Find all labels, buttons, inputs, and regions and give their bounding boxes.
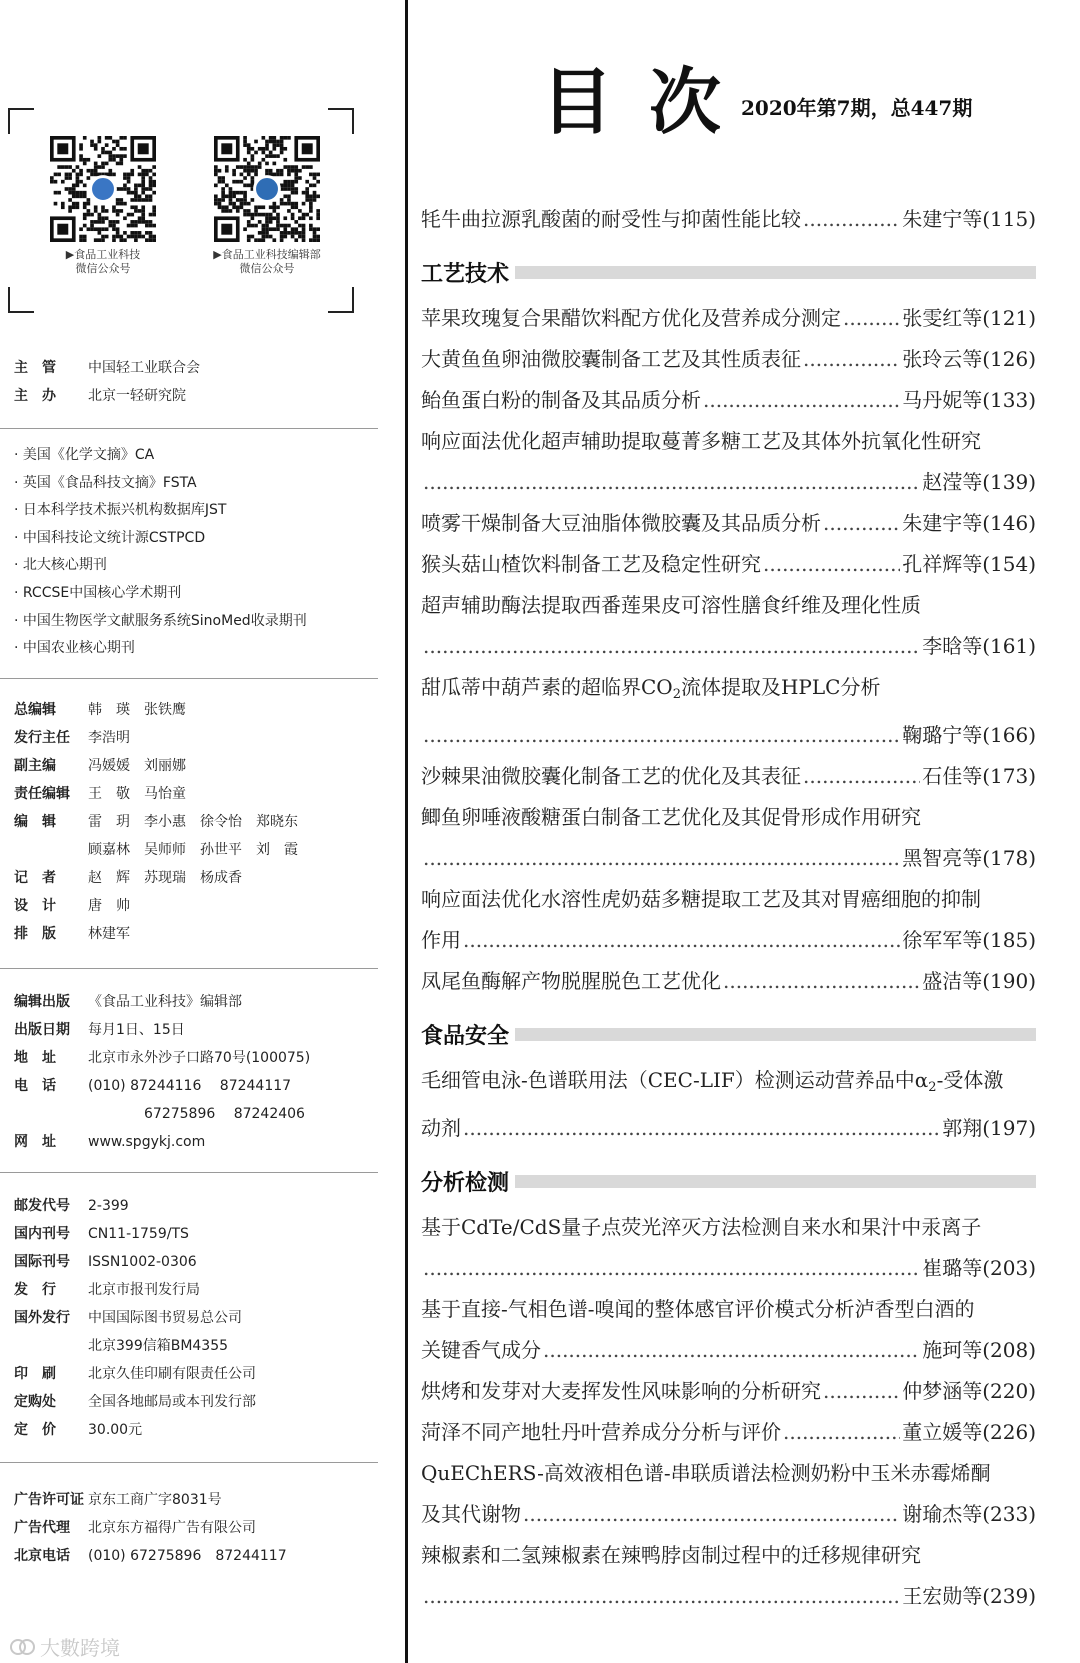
publish-row bbox=[0, 1100, 378, 1128]
section-title: 工艺技术 bbox=[421, 261, 510, 287]
entry-line bbox=[421, 1535, 1036, 1576]
distribution-row bbox=[0, 1360, 378, 1388]
field-value: 中国国际图书贸易总公司 bbox=[88, 1310, 242, 1326]
advert-row bbox=[0, 1542, 378, 1570]
entry-author-page: 马丹妮等(133) bbox=[902, 388, 1036, 412]
field-label: 排 版 bbox=[14, 926, 56, 942]
staff-row bbox=[0, 920, 378, 948]
distribution-row bbox=[0, 1416, 378, 1444]
entry-author-page: 王宏勋等(239) bbox=[902, 1584, 1036, 1608]
leader-dots bbox=[823, 1371, 900, 1412]
entry-title: 菏泽不同产地牡丹叶营养成分分析与评价 bbox=[421, 1420, 781, 1444]
entry-line bbox=[421, 838, 1036, 879]
section-heading bbox=[421, 1008, 1036, 1060]
entry-title: QuEChERS-高效液相色谱-串联质谱法检测奶粉中玉米赤霉烯酮 bbox=[421, 1461, 991, 1485]
field-value: 唐 帅 bbox=[88, 898, 130, 914]
field-value: 王 敬 马怡童 bbox=[88, 786, 186, 802]
field-label: 记 者 bbox=[14, 870, 56, 886]
field-label: 发 行 bbox=[14, 1282, 56, 1298]
leader-dots bbox=[763, 544, 900, 585]
index-item: · 美国《化学文摘》CA bbox=[14, 447, 155, 463]
field-label: 邮发代号 bbox=[14, 1198, 70, 1214]
frame-corner bbox=[328, 287, 354, 313]
field-value: 2-399 bbox=[88, 1198, 129, 1214]
entry-line bbox=[421, 1412, 1036, 1453]
leader-dots bbox=[803, 339, 900, 380]
field-value: 雷 玥 李小惠 徐令怡 郑晓东 bbox=[88, 814, 298, 830]
leader-dots bbox=[783, 1412, 900, 1453]
qr-caption-line: ▶食品工业科技 bbox=[65, 248, 141, 261]
toc-entry[interactable] bbox=[421, 961, 1036, 1002]
field-value: 北京399信箱BM4355 bbox=[88, 1338, 229, 1354]
toc-entry[interactable] bbox=[421, 756, 1036, 797]
staff-row bbox=[0, 780, 378, 808]
entry-line bbox=[421, 339, 1036, 380]
sponsors bbox=[0, 354, 378, 410]
field-value: (010) 87244116 87244117 bbox=[88, 1078, 292, 1094]
entry-subscript: 2 bbox=[928, 1080, 937, 1095]
toc-entry[interactable] bbox=[421, 544, 1036, 585]
qr-frame bbox=[8, 108, 354, 313]
sponsor-row bbox=[0, 382, 378, 410]
field-label: 出版日期 bbox=[14, 1022, 70, 1038]
entry-line bbox=[421, 1207, 1036, 1248]
field-value: ISSN1002-0306 bbox=[88, 1254, 197, 1270]
staff-row bbox=[0, 724, 378, 752]
divider bbox=[0, 1172, 378, 1173]
entry-line bbox=[421, 1248, 1036, 1289]
entry-title: 烘烤和发芽对大麦挥发性风味影响的分析研究 bbox=[421, 1379, 821, 1403]
staff-row bbox=[0, 696, 378, 724]
section-title: 分析检测 bbox=[421, 1170, 510, 1196]
index-item: · 日本科学技术振兴机构数据库JST bbox=[14, 502, 227, 519]
field-value: 每月1日、15日 bbox=[88, 1022, 185, 1038]
field-value: CN11-1759/TS bbox=[88, 1226, 189, 1242]
field-value: 顾嘉林 吴师师 孙世平 刘 霞 bbox=[88, 842, 298, 858]
publish-row bbox=[0, 1128, 378, 1156]
toc-entry[interactable] bbox=[421, 1412, 1036, 1453]
field-label: 责任编辑 bbox=[14, 786, 70, 802]
field-label: 网 址 bbox=[14, 1134, 56, 1150]
index-item: · 中国农业核心期刊 bbox=[14, 640, 135, 657]
index-item: · 英国《食品科技文摘》FSTA bbox=[14, 474, 197, 491]
field-label: 设 计 bbox=[14, 898, 56, 914]
index-item: · 北大核心期刊 bbox=[14, 557, 107, 574]
entry-line bbox=[421, 544, 1036, 585]
leader-dots bbox=[463, 1108, 940, 1149]
qr-code-icon[interactable] bbox=[50, 136, 156, 242]
index-item: · RCCSE中国核心学术期刊 bbox=[14, 584, 182, 601]
entry-title: 凤尾鱼酶解产物脱腥脱色工艺优化 bbox=[421, 969, 721, 993]
field-label: 定购处 bbox=[14, 1394, 56, 1410]
field-value: 李浩明 bbox=[88, 730, 130, 746]
distribution-row bbox=[0, 1388, 378, 1416]
entry-line bbox=[421, 421, 1036, 462]
toc-entry[interactable] bbox=[421, 199, 1036, 240]
index-item: · 中国生物医学文献服务系统SinoMed收录期刊 bbox=[14, 612, 307, 629]
toc-entry[interactable] bbox=[421, 797, 1036, 879]
entry-title: 作用 bbox=[421, 928, 461, 952]
field-label: 地 址 bbox=[14, 1050, 56, 1066]
entry-line bbox=[421, 667, 1036, 715]
entry-title: 甜瓜蒂中葫芦素的超临界CO bbox=[421, 675, 673, 699]
section-heading bbox=[421, 246, 1036, 298]
leader-dots bbox=[423, 462, 920, 503]
entry-line bbox=[421, 715, 1036, 756]
issue-number: 2020年第7期，总447期 bbox=[741, 96, 973, 120]
entry-title: 喷雾干燥制备大豆油脂体微胶囊及其品质分析 bbox=[421, 511, 821, 535]
field-label: 定 价 bbox=[14, 1422, 56, 1438]
field-label: 主 办 bbox=[14, 388, 56, 404]
staff-row bbox=[0, 892, 378, 920]
entry-author-page: 张雯红等(121) bbox=[902, 306, 1036, 330]
entry-line bbox=[421, 1289, 1036, 1330]
masthead-column bbox=[0, 0, 405, 1663]
entry-title: 毛细管电泳-色谱联用法（CEC-LIF）检测运动营养品中α bbox=[421, 1068, 929, 1092]
leader-dots bbox=[543, 1330, 920, 1371]
qr-block-editorial bbox=[192, 136, 342, 276]
toc-entry[interactable] bbox=[421, 879, 1036, 961]
leader-dots bbox=[423, 715, 900, 756]
field-label: 总编辑 bbox=[14, 702, 56, 718]
entry-line bbox=[421, 1108, 1036, 1149]
column-divider bbox=[405, 0, 408, 1663]
entry-title: 辣椒素和二氢辣椒素在辣鸭脖卤制过程中的迁移规律研究 bbox=[421, 1543, 921, 1567]
entry-title: 及其代谢物 bbox=[421, 1502, 521, 1526]
entry-title: 鲐鱼蛋白粉的制备及其品质分析 bbox=[421, 388, 701, 412]
distribution-row bbox=[0, 1248, 378, 1276]
watermark bbox=[10, 1632, 120, 1661]
field-value: 韩 瑛 张铁鹰 bbox=[88, 702, 186, 718]
leader-dots bbox=[423, 1576, 900, 1617]
toc-entry[interactable] bbox=[421, 1207, 1036, 1289]
distribution-info bbox=[0, 1192, 378, 1444]
entry-author-page: 谢瑜杰等(233) bbox=[902, 1502, 1036, 1526]
entry-author-page: 朱建宁等(115) bbox=[902, 207, 1036, 231]
field-value: 北京市报刊发行局 bbox=[88, 1282, 200, 1298]
field-value: 北京市永外沙子口路70号(100075) bbox=[88, 1050, 311, 1066]
entry-line bbox=[421, 961, 1036, 1002]
distribution-row bbox=[0, 1276, 378, 1304]
entry-line bbox=[421, 1371, 1036, 1412]
field-value: 30.00元 bbox=[88, 1422, 143, 1438]
leader-dots bbox=[723, 961, 920, 1002]
entry-author-page: 赵滢等(139) bbox=[922, 470, 1036, 494]
website-link[interactable]: www.spgykj.com bbox=[88, 1134, 206, 1150]
frame-corner bbox=[328, 108, 354, 134]
divider bbox=[0, 678, 378, 679]
field-value: 赵 辉 苏现瑞 杨成香 bbox=[88, 870, 242, 886]
toc-entry[interactable] bbox=[421, 421, 1036, 503]
entry-title: 猴头菇山楂饮料制备工艺及稳定性研究 bbox=[421, 552, 761, 576]
publication-info bbox=[0, 988, 378, 1156]
field-value: 林建军 bbox=[88, 926, 130, 942]
publish-row bbox=[0, 1072, 378, 1100]
qr-code-icon[interactable] bbox=[214, 136, 320, 242]
field-label: 编辑出版 bbox=[14, 994, 70, 1010]
field-label: 广告许可证 bbox=[14, 1492, 84, 1508]
table-of-contents-column bbox=[421, 0, 1036, 1663]
sponsor-row bbox=[0, 354, 378, 382]
qr-caption bbox=[28, 248, 178, 276]
leader-dots bbox=[423, 838, 900, 879]
entry-title-tail: -受体激 bbox=[936, 1068, 1004, 1092]
entry-title: 动剂 bbox=[421, 1116, 461, 1140]
entry-author-page: 张玲云等(126) bbox=[902, 347, 1036, 371]
entry-author-page: 仲梦涵等(220) bbox=[902, 1379, 1036, 1403]
toc-entry[interactable] bbox=[421, 1060, 1036, 1149]
qr-caption-line: 微信公众号 bbox=[75, 262, 131, 275]
entry-line bbox=[421, 1453, 1036, 1494]
entry-author-page: 孔祥辉等(154) bbox=[902, 552, 1036, 576]
staff-row bbox=[0, 864, 378, 892]
toc-entry[interactable] bbox=[421, 503, 1036, 544]
field-value: 《食品工业科技》编辑部 bbox=[88, 994, 242, 1010]
field-label: 北京电话 bbox=[14, 1548, 70, 1564]
watermark-text: 大數跨境 bbox=[40, 1636, 120, 1660]
field-label: 主 管 bbox=[14, 360, 56, 376]
entry-author-page: 崔璐等(203) bbox=[922, 1256, 1036, 1280]
leader-dots bbox=[423, 1248, 920, 1289]
field-label: 发行主任 bbox=[14, 730, 70, 746]
distribution-row bbox=[0, 1304, 378, 1332]
page-title: 目次 bbox=[541, 59, 758, 144]
divider bbox=[0, 428, 378, 429]
entry-line bbox=[421, 503, 1036, 544]
distribution-row bbox=[0, 1192, 378, 1220]
entry-line bbox=[421, 1576, 1036, 1617]
entry-line bbox=[421, 756, 1036, 797]
entry-title: 苹果玫瑰复合果醋饮料配方优化及营养成分测定 bbox=[421, 306, 841, 330]
toc-entry[interactable] bbox=[421, 1289, 1036, 1371]
toc-entry[interactable] bbox=[421, 585, 1036, 667]
field-label: 国外发行 bbox=[14, 1310, 70, 1326]
leader-dots bbox=[523, 1494, 900, 1535]
entry-subscript: 2 bbox=[672, 687, 681, 702]
divider bbox=[0, 1462, 378, 1463]
toc-entry[interactable] bbox=[421, 380, 1036, 421]
field-value: (010) 67275896 87244117 bbox=[88, 1548, 287, 1564]
leader-dots bbox=[803, 199, 900, 240]
entry-author-page: 朱建宇等(146) bbox=[902, 511, 1036, 535]
entry-line bbox=[421, 462, 1036, 503]
field-value: 中国轻工业联合会 bbox=[88, 360, 200, 376]
indexed-databases bbox=[0, 442, 378, 663]
entry-author-page: 石佳等(173) bbox=[922, 764, 1036, 788]
toc-list bbox=[421, 199, 1036, 1617]
entry-title: 牦牛曲拉源乳酸菌的耐受性与抑菌性能比较 bbox=[421, 207, 801, 231]
entry-author-page: 董立媛等(226) bbox=[902, 1420, 1036, 1444]
entry-title-tail: 流体提取及HPLC分析 bbox=[680, 675, 881, 699]
field-value: 冯媛媛 刘丽娜 bbox=[88, 758, 186, 774]
leader-dots bbox=[823, 503, 900, 544]
toc-entry[interactable] bbox=[421, 1371, 1036, 1412]
entry-title: 基于CdTe/CdS量子点荧光淬灭方法检测自来水和果汁中汞离子 bbox=[421, 1215, 982, 1239]
advert-row bbox=[0, 1486, 378, 1514]
entry-line bbox=[421, 380, 1036, 421]
field-value: 北京久佳印刷有限责任公司 bbox=[88, 1366, 256, 1382]
frame-corner bbox=[8, 108, 34, 134]
entry-title: 超声辅助酶法提取西番莲果皮可溶性膳食纤维及理化性质 bbox=[421, 593, 921, 617]
entry-author-page: 徐军军等(185) bbox=[902, 928, 1036, 952]
field-label: 电 话 bbox=[14, 1078, 56, 1094]
field-value: 67275896 87242406 bbox=[144, 1106, 305, 1122]
entry-line bbox=[421, 1330, 1036, 1371]
field-label bbox=[0, 836, 88, 864]
entry-line bbox=[421, 797, 1036, 838]
toc-entry[interactable] bbox=[421, 1453, 1036, 1535]
entry-title: 沙棘果油微胶囊化制备工艺的优化及其表征 bbox=[421, 764, 801, 788]
field-label: 国内刊号 bbox=[14, 1226, 70, 1242]
qr-block-wechat bbox=[28, 136, 178, 276]
entry-title: 响应面法优化超声辅助提取蔓菁多糖工艺及其体外抗氧化性研究 bbox=[421, 429, 981, 453]
leader-dots bbox=[703, 380, 900, 421]
staff-row bbox=[0, 752, 378, 780]
entry-line bbox=[421, 298, 1036, 339]
entry-line bbox=[421, 879, 1036, 920]
distribution-row bbox=[0, 1220, 378, 1248]
toc-sections bbox=[421, 246, 1036, 1617]
field-label bbox=[0, 1332, 88, 1360]
leader-dots bbox=[803, 756, 920, 797]
field-label: 编 辑 bbox=[14, 814, 56, 830]
entry-author-page: 鞠璐宁等(166) bbox=[902, 723, 1036, 747]
section-bar bbox=[515, 266, 1036, 279]
entry-title: 关键香气成分 bbox=[421, 1338, 541, 1362]
frame-corner bbox=[8, 287, 34, 313]
entry-line bbox=[421, 585, 1036, 626]
field-value: 北京东方福得广告有限公司 bbox=[88, 1520, 256, 1536]
divider bbox=[0, 968, 378, 969]
entry-line bbox=[421, 920, 1036, 961]
distribution-row bbox=[0, 1332, 378, 1360]
entry-author-page: 黑智亮等(178) bbox=[902, 846, 1036, 870]
leader-dots bbox=[463, 920, 900, 961]
toc-entry[interactable] bbox=[421, 298, 1036, 339]
publish-row bbox=[0, 1044, 378, 1072]
section-heading bbox=[421, 1155, 1036, 1207]
section-bar bbox=[515, 1028, 1036, 1041]
watermark-logo-icon bbox=[10, 1637, 36, 1657]
qr-caption-line: ▶食品工业科技编辑部 bbox=[213, 248, 321, 261]
field-label: 国际刊号 bbox=[14, 1254, 70, 1270]
entry-title: 鲫鱼卵唾液酸糖蛋白制备工艺优化及其促骨形成作用研究 bbox=[421, 805, 921, 829]
section-bar bbox=[515, 1175, 1036, 1188]
advert-row bbox=[0, 1514, 378, 1542]
entry-title: 基于直接-气相色谱-嗅闻的整体感官评价模式分析泸香型白酒的 bbox=[421, 1297, 975, 1321]
entry-line bbox=[421, 626, 1036, 667]
entry-line bbox=[421, 1494, 1036, 1535]
leader-dots bbox=[423, 626, 920, 667]
advertising-info bbox=[0, 1486, 378, 1570]
entry-line bbox=[421, 1060, 1036, 1108]
publish-row bbox=[0, 988, 378, 1016]
staff-row bbox=[0, 808, 378, 836]
toc-entry[interactable] bbox=[421, 1535, 1036, 1617]
toc-entry[interactable] bbox=[421, 667, 1036, 756]
staff-row bbox=[0, 836, 378, 864]
section-title: 食品安全 bbox=[421, 1023, 510, 1049]
editorial-staff bbox=[0, 696, 378, 948]
entry-title: 响应面法优化水溶性虎奶菇多糖提取工艺及其对胃癌细胞的抑制 bbox=[421, 887, 981, 911]
toc-entry[interactable] bbox=[421, 339, 1036, 380]
index-item: · 中国科技论文统计源CSTPCD bbox=[14, 529, 206, 546]
field-value: 北京一轻研究院 bbox=[88, 388, 186, 404]
entry-author-page: 李晗等(161) bbox=[922, 634, 1036, 658]
field-value: 全国各地邮局或本刊发行部 bbox=[88, 1394, 256, 1410]
entry-title: 大黄鱼鱼卵油微胶囊制备工艺及其性质表征 bbox=[421, 347, 801, 371]
field-label: 广告代理 bbox=[14, 1520, 70, 1536]
qr-caption bbox=[192, 248, 342, 276]
field-label bbox=[0, 1100, 88, 1128]
leader-dots bbox=[843, 298, 900, 339]
field-value: 京东工商广字8031号 bbox=[88, 1492, 222, 1508]
qr-caption-line: 微信公众号 bbox=[239, 262, 295, 275]
field-label: 印 刷 bbox=[14, 1366, 56, 1382]
entry-author-page: 施珂等(208) bbox=[922, 1338, 1036, 1362]
publish-row bbox=[0, 1016, 378, 1044]
field-label: 副主编 bbox=[14, 758, 56, 774]
entry-author-page: 盛洁等(190) bbox=[922, 969, 1036, 993]
entry-author-page: 郭翔(197) bbox=[942, 1116, 1036, 1140]
